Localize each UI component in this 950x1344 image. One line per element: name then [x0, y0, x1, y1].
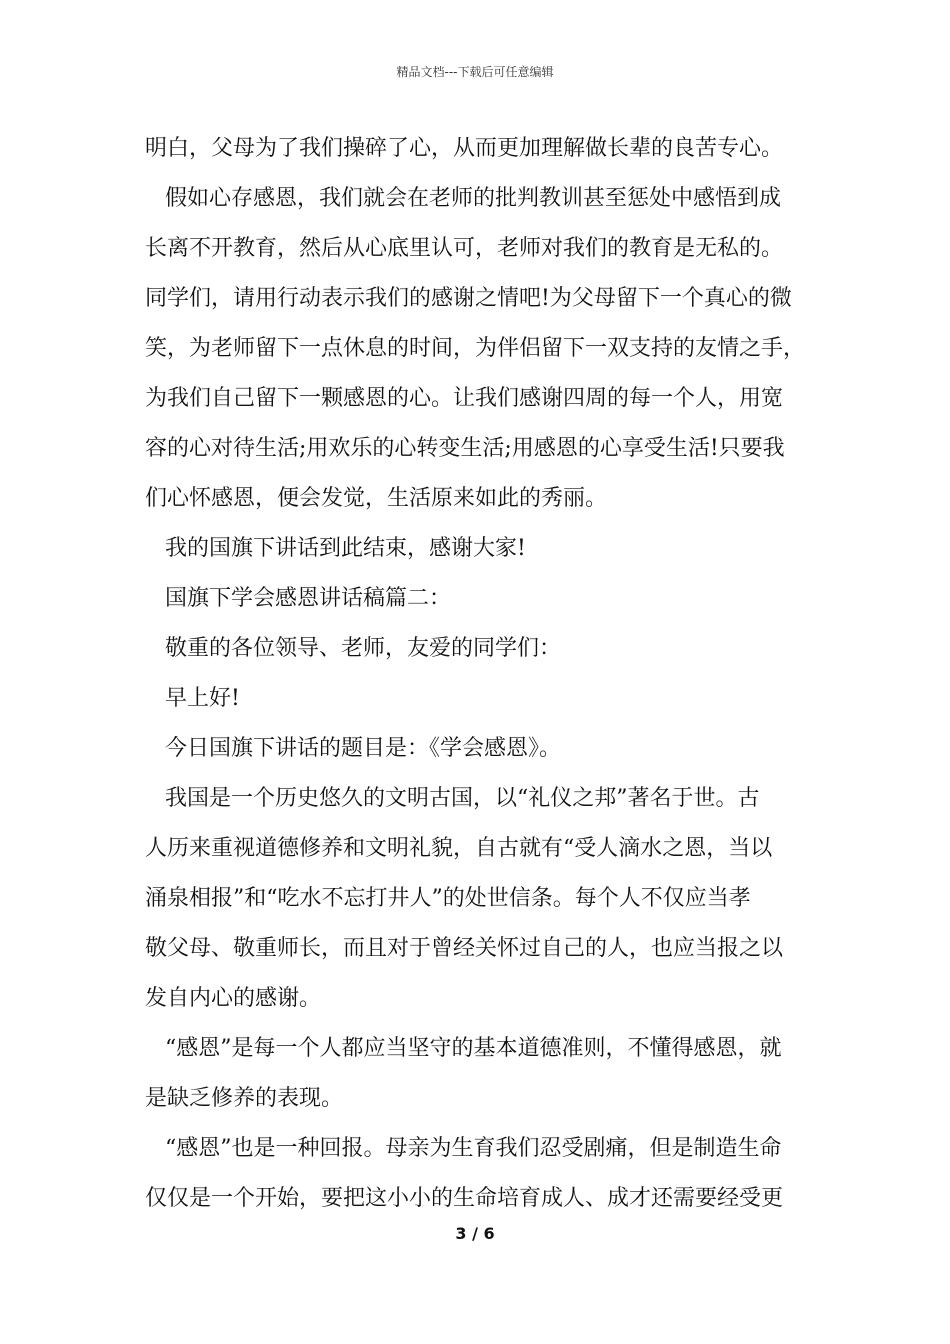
text-line: “感恩”也是一种回报。母亲为生育我们忍受剧痛，但是制造生命 — [165, 1136, 782, 1161]
text-line: 仅仅是一个开始，要把这小小的生命培育成人、成才还需要经受更 — [145, 1186, 784, 1211]
text-line: 容的心对待生活;用欢乐的心转变生活;用感恩的心享受生活!只要我 — [145, 436, 785, 461]
document-body — [145, 124, 809, 1224]
text-line: 人历来重视道德修养和文明礼貌，自古就有“受人滴水之恩，当以 — [145, 836, 773, 861]
text-line: 我的国旗下讲话到此结束，感谢大家! — [165, 536, 526, 561]
text-line: 明白，父母为了我们操碎了心，从而更加理解做长辈的良苦专心。 — [145, 136, 784, 161]
text-line: “感恩”是每一个人都应当坚守的基本道德准则，不懂得感恩，就 — [165, 1036, 782, 1061]
text-line: 国旗下学会感恩讲话稿篇二： — [165, 586, 452, 611]
page-number: 3 / 6 — [455, 1224, 495, 1243]
text-line: 为我们自己留下一颗感恩的心。让我们感谢四周的每一个人，用宽 — [145, 386, 784, 411]
text-line: 涌泉相报”和“吃水不忘打井人”的处世信条。每个人不仅应当孝 — [145, 886, 751, 911]
text-line: 今日国旗下讲话的题目是：《学会感恩》。 — [165, 736, 562, 761]
text-line: 长离不开教育，然后从心底里认可，老师对我们的教育是无私的。 — [145, 236, 784, 261]
text-line: 笑，为老师留下一点休息的时间，为伴侣留下一双支持的友情之手， — [145, 336, 806, 361]
text-line: 假如心存感恩，我们就会在老师的批判教训甚至惩处中感悟到成 — [165, 186, 782, 211]
text-line: 们心怀感恩，便会发觉，生活原来如此的秀丽。 — [145, 486, 608, 511]
text-line: 发自内心的感谢。 — [145, 986, 322, 1011]
text-line: 我国是一个历史悠久的文明古国，以“礼仪之邦”著名于世。古 — [165, 786, 760, 811]
text-line: 敬父母、敬重师长，而且对于曾经关怀过自己的人，也应当报之以 — [145, 936, 784, 961]
text-line: 敬重的各位领导、老师，友爱的同学们： — [165, 636, 562, 661]
text-line: 是缺乏修养的表现。 — [145, 1086, 344, 1111]
text-line: 早上好! — [165, 686, 240, 711]
text-line: 同学们，请用行动表示我们的感谢之情吧!为父母留下一个真心的微 — [145, 286, 792, 311]
page-header: 精品文档---下载后可任意编辑 — [396, 65, 554, 79]
